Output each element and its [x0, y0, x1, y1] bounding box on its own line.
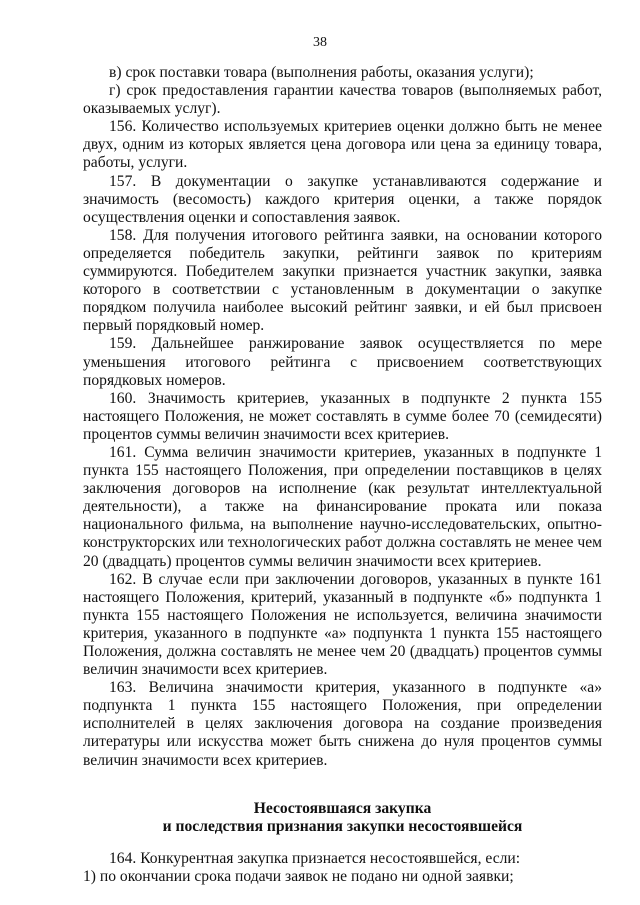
- clause-162: 162. В случае если при заключении договоров, указанных в пункте 161 настоящего Положения, критерий, указанный в подпункте «б» подпункта 1 пункта 155 настоящего Положения не используется, величина значимости критерия, указанного в подпункте «а» подпункта 1 пункта 155 настоящего Положения, должна составлять не менее чем 20 (двадцать) процентов суммы величин значимости всех критериев.: [83, 570, 602, 679]
- heading-spacer: [83, 836, 602, 850]
- clause-159: 159. Дальнейшее ранжирование заявок осуществляется по мере уменьшения итогового рейтинга с присвоением соответствующих порядковых номеров.: [83, 335, 602, 389]
- page-number: 38: [313, 35, 327, 50]
- clause-164: 164. Конкурентная закупка признается несостоявшейся, если:: [109, 849, 521, 867]
- clause-157: 157. В документации о закупке устанавливаются содержание и значимость (весомость) каждого критерия оценки, а также порядок осуществления оценки и сопоставления заявок.: [83, 172, 602, 226]
- document-body: [83, 64, 602, 886]
- clause-161: 161. Сумма величин значимости критериев, указанных в подпункте 1 пункта 155 настоящего Положения, при определении поставщиков в целях заключения договоров на исполнение (как результат интеллектуальной деятельности), а также на финансирование проката или показа национального фильма, на выполнение научно-исследовательских, опытно-конструкторских или технологических работ должна составлять не менее чем 20 (двадцать) процентов суммы величин значимости всех критериев.: [83, 443, 602, 570]
- clause-v: в) срок поставки товара (выполнения работы, оказания услуги);: [109, 64, 534, 81]
- clause-164-item-1: 1) по окончании срока подачи заявок не подано ни одной заявки;: [83, 867, 514, 885]
- section-heading-line-1: Несостоявшаяся закупка: [253, 799, 432, 817]
- section-heading-line-2: и последствия признания закупки несостоявшейся: [162, 817, 523, 835]
- clause-g: г) срок предоставления гарантии качества товаров (выполняемых работ, оказываемых услуг).: [83, 82, 602, 118]
- clause-163: 163. Величина значимости критерия, указанного в подпункте «а» подпункта 1 пункта 155 настоящего Положения, при определении исполнителей в целях заключения договора на создание произведения литературы или искусства может быть снижена до нуля процентов суммы величин значимости всех критериев.: [83, 679, 602, 769]
- clause-156: 156. Количество используемых критериев оценки должно быть не менее двух, одним из которых является цена договора или цена за единицу товара, работы, услуги.: [83, 118, 602, 172]
- clause-160: 160. Значимость критериев, указанных в подпункте 2 пункта 155 настоящего Положения, не может составлять в сумме более 70 (семидесяти) процентов суммы величин значимости всех критериев.: [83, 389, 602, 443]
- clause-158: 158. Для получения итогового рейтинга заявки, на основании которого определяется победитель закупки, рейтинги заявок по критериям суммируются. Победителем закупки признается участник закупки, заявка которого в соответствии с установленным в документации о закупке порядком получила наиболее высокий рейтинг заявки, и ей был присвоен первый порядковый номер.: [83, 226, 602, 335]
